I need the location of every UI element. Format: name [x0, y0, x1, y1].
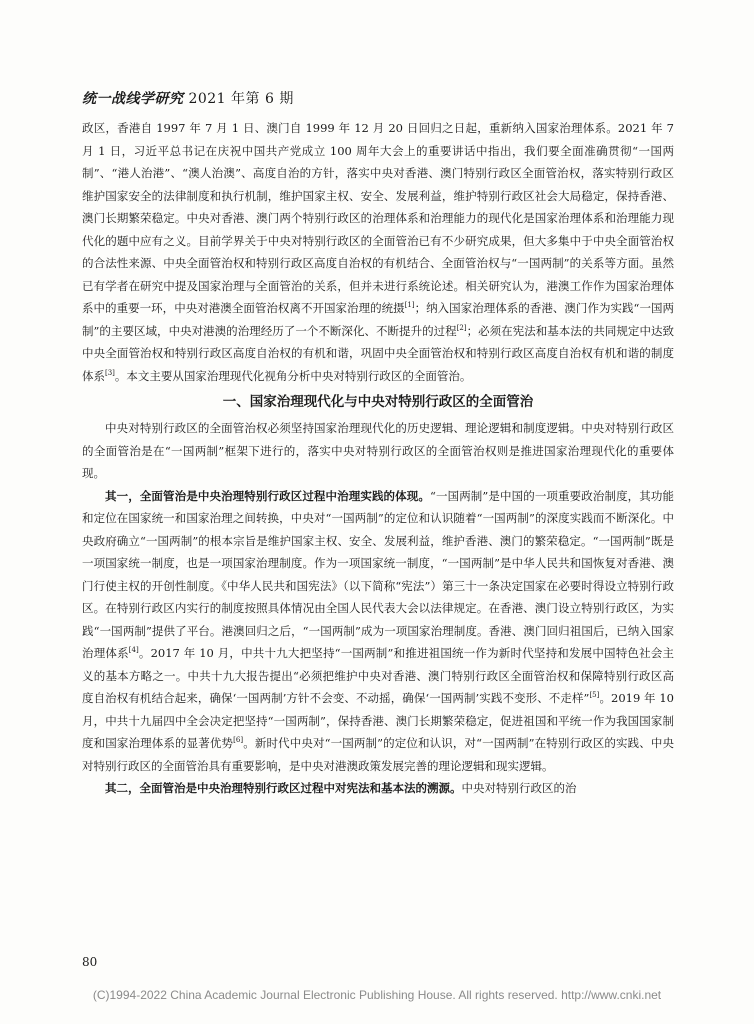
- page-number: 80: [82, 955, 98, 969]
- paragraph-2: 中央对特别行政区的全面管治权必须坚持国家治理现代化的历史逻辑、理论逻辑和制度逻辑。中央对特别行政区的全面管治是在“一国两制”框架下进行的，落实中央对特别行政区的全面管治权则是推进国家治理现代化的重要体现。: [82, 421, 674, 480]
- section-heading: 一、国家治理现代化与中央对特别行政区的全面管治: [222, 394, 534, 410]
- article-body: [82, 117, 674, 800]
- journal-name: 统一战线学研究: [82, 91, 184, 107]
- paragraph-1: 政区，香港自 1997 年 7 月 1 日、澳门自 1999 年 12 月 20 日回归之日起，重新纳入国家治理体系。2021 年 7 月 1 日，习近平总书记在庆祝中国共产党成立 100 周年大会上的重要讲话中指出，我们要全面准确贯彻“一国两制”、“港人治港”、“澳人治澳”、高度自治的方针，落实中央对香港、澳门特别行政区全面管治权，落实特别行政区维护国家安全的法律制度和执行机制，维护国家主权、安全、发展利益，维护特别行政区社会大局稳定，保持香港、澳门长期繁荣稳定。中央对香港、澳门两个特别行政区的治理体系和治理能力的现代化是国家治理体系和治理能力现代化的题中应有之义。目前学界关于中央对特别行政区的全面管治已有不少研究成果，但大多集中于中央全面管治权的合法性来源、中央全面管治权和特别行政区高度自治权的有机结合、全面管治权与“一国两制”的关系等方面。虽然已有学者在研究中提及国家治理与全面管治的关系，但并未进行系统论述。相关研究认为，港澳工作作为国家治理体系中的重要一环，中央对港澳全面管治权离不开国家治理的统摄[1]；纳入国家治理体系的香港、澳门作为实践“一国两制”的主要区域，中央对港澳的治理经历了一个不断深化、不断提升的过程[2]；必须在宪法和基本法的共同规定中达致中央全面管治权和特别行政区高度自治权的有机和谐，巩固中央全面管治权和特别行政区高度自治权有机和谐的制度体系[3]。本文主要从国家治理现代化视角分析中央对特别行政区的全面管治。: [82, 121, 674, 383]
- paragraph-3-lead: 其一，全面管治是中央治理特别行政区过程中治理实践的体现。: [105, 488, 430, 503]
- citation-1[interactable]: [1]: [404, 301, 415, 309]
- journal-header: [82, 88, 294, 108]
- copyright-footer: (C)1994-2022 China Academic Journal Electronic Publishing House. All rights reserved. http://www.cnki.net: [92, 988, 662, 1002]
- citation-3[interactable]: [3]: [105, 368, 115, 377]
- citation-4[interactable]: [4]: [128, 646, 139, 654]
- journal-issue: 2021 年第 6 期: [188, 91, 294, 107]
- paragraph-3: 其一，全面管治是中央治理特别行政区过程中治理实践的体现。“一国两制”是中国的一项重要政治制度，其功能和定位在国家统一和国家治理之间转换，中央对“一国两制”的定位和认识随着“一国两制”的深度实践而不断深化。中央政府确立“一国两制”的根本宗旨是维护国家主权、安全、发展利益，维护香港、澳门的繁荣稳定。“一国两制”既是一项国家统一制度，也是一项国家治理制度。作为一项国家统一制度，“一国两制”是中华人民共和国恢复对香港、澳门行使主权的开创性制度。《中华人民共和国宪法》（以下简称“宪法”）第三十一条决定国家在必要时得设立特别行政区。在特别行政区内实行的制度按照具体情况由全国人民代表大会以法律规定。在香港、澳门设立特别行政区，为实践“一国两制”提供了平台。港澳回归之后，“一国两制”成为一项国家治理制度。香港、澳门回归祖国后，已纳入国家治理体系[4]。2017 年 10 月，中共十九大把坚持“一国两制”和推进祖国统一作为新时代坚持和发展中国特色社会主义的基本方略之一。中共十九大报告提出“必须把维护中央对香港、澳门特别行政区全面管治权和保障特别行政区高度自治权有机结合起来，确保‘一国两制’方针不会变、不动摇，确保‘一国两制’实践不变形、不走样”[5]。2019 年 10 月，中共十九届四中全会决定把坚持“一国两制”，保持香港、澳门长期繁荣稳定，促进祖国和平统一作为我国国家制度和国家治理体系的显著优势[6]。新时代中央对“一国两制”的定位和认识，对“一国两制”在特别行政区的实践、中央对特别行政区的全面管治具有重要影响，是中央对港澳政策发展完善的理论逻辑和现实逻辑。: [82, 488, 675, 773]
- citation-6[interactable]: [6]: [233, 736, 244, 744]
- paragraph-4-lead: 其二，全面管治是中央治理特别行政区过程中对宪法和基本法的溯源。: [105, 781, 462, 795]
- paragraph-4: 其二，全面管治是中央治理特别行政区过程中对宪法和基本法的溯源。中央对特别行政区的治: [105, 781, 577, 795]
- citation-2[interactable]: [2]: [456, 323, 467, 332]
- citation-5[interactable]: [5]: [589, 691, 600, 699]
